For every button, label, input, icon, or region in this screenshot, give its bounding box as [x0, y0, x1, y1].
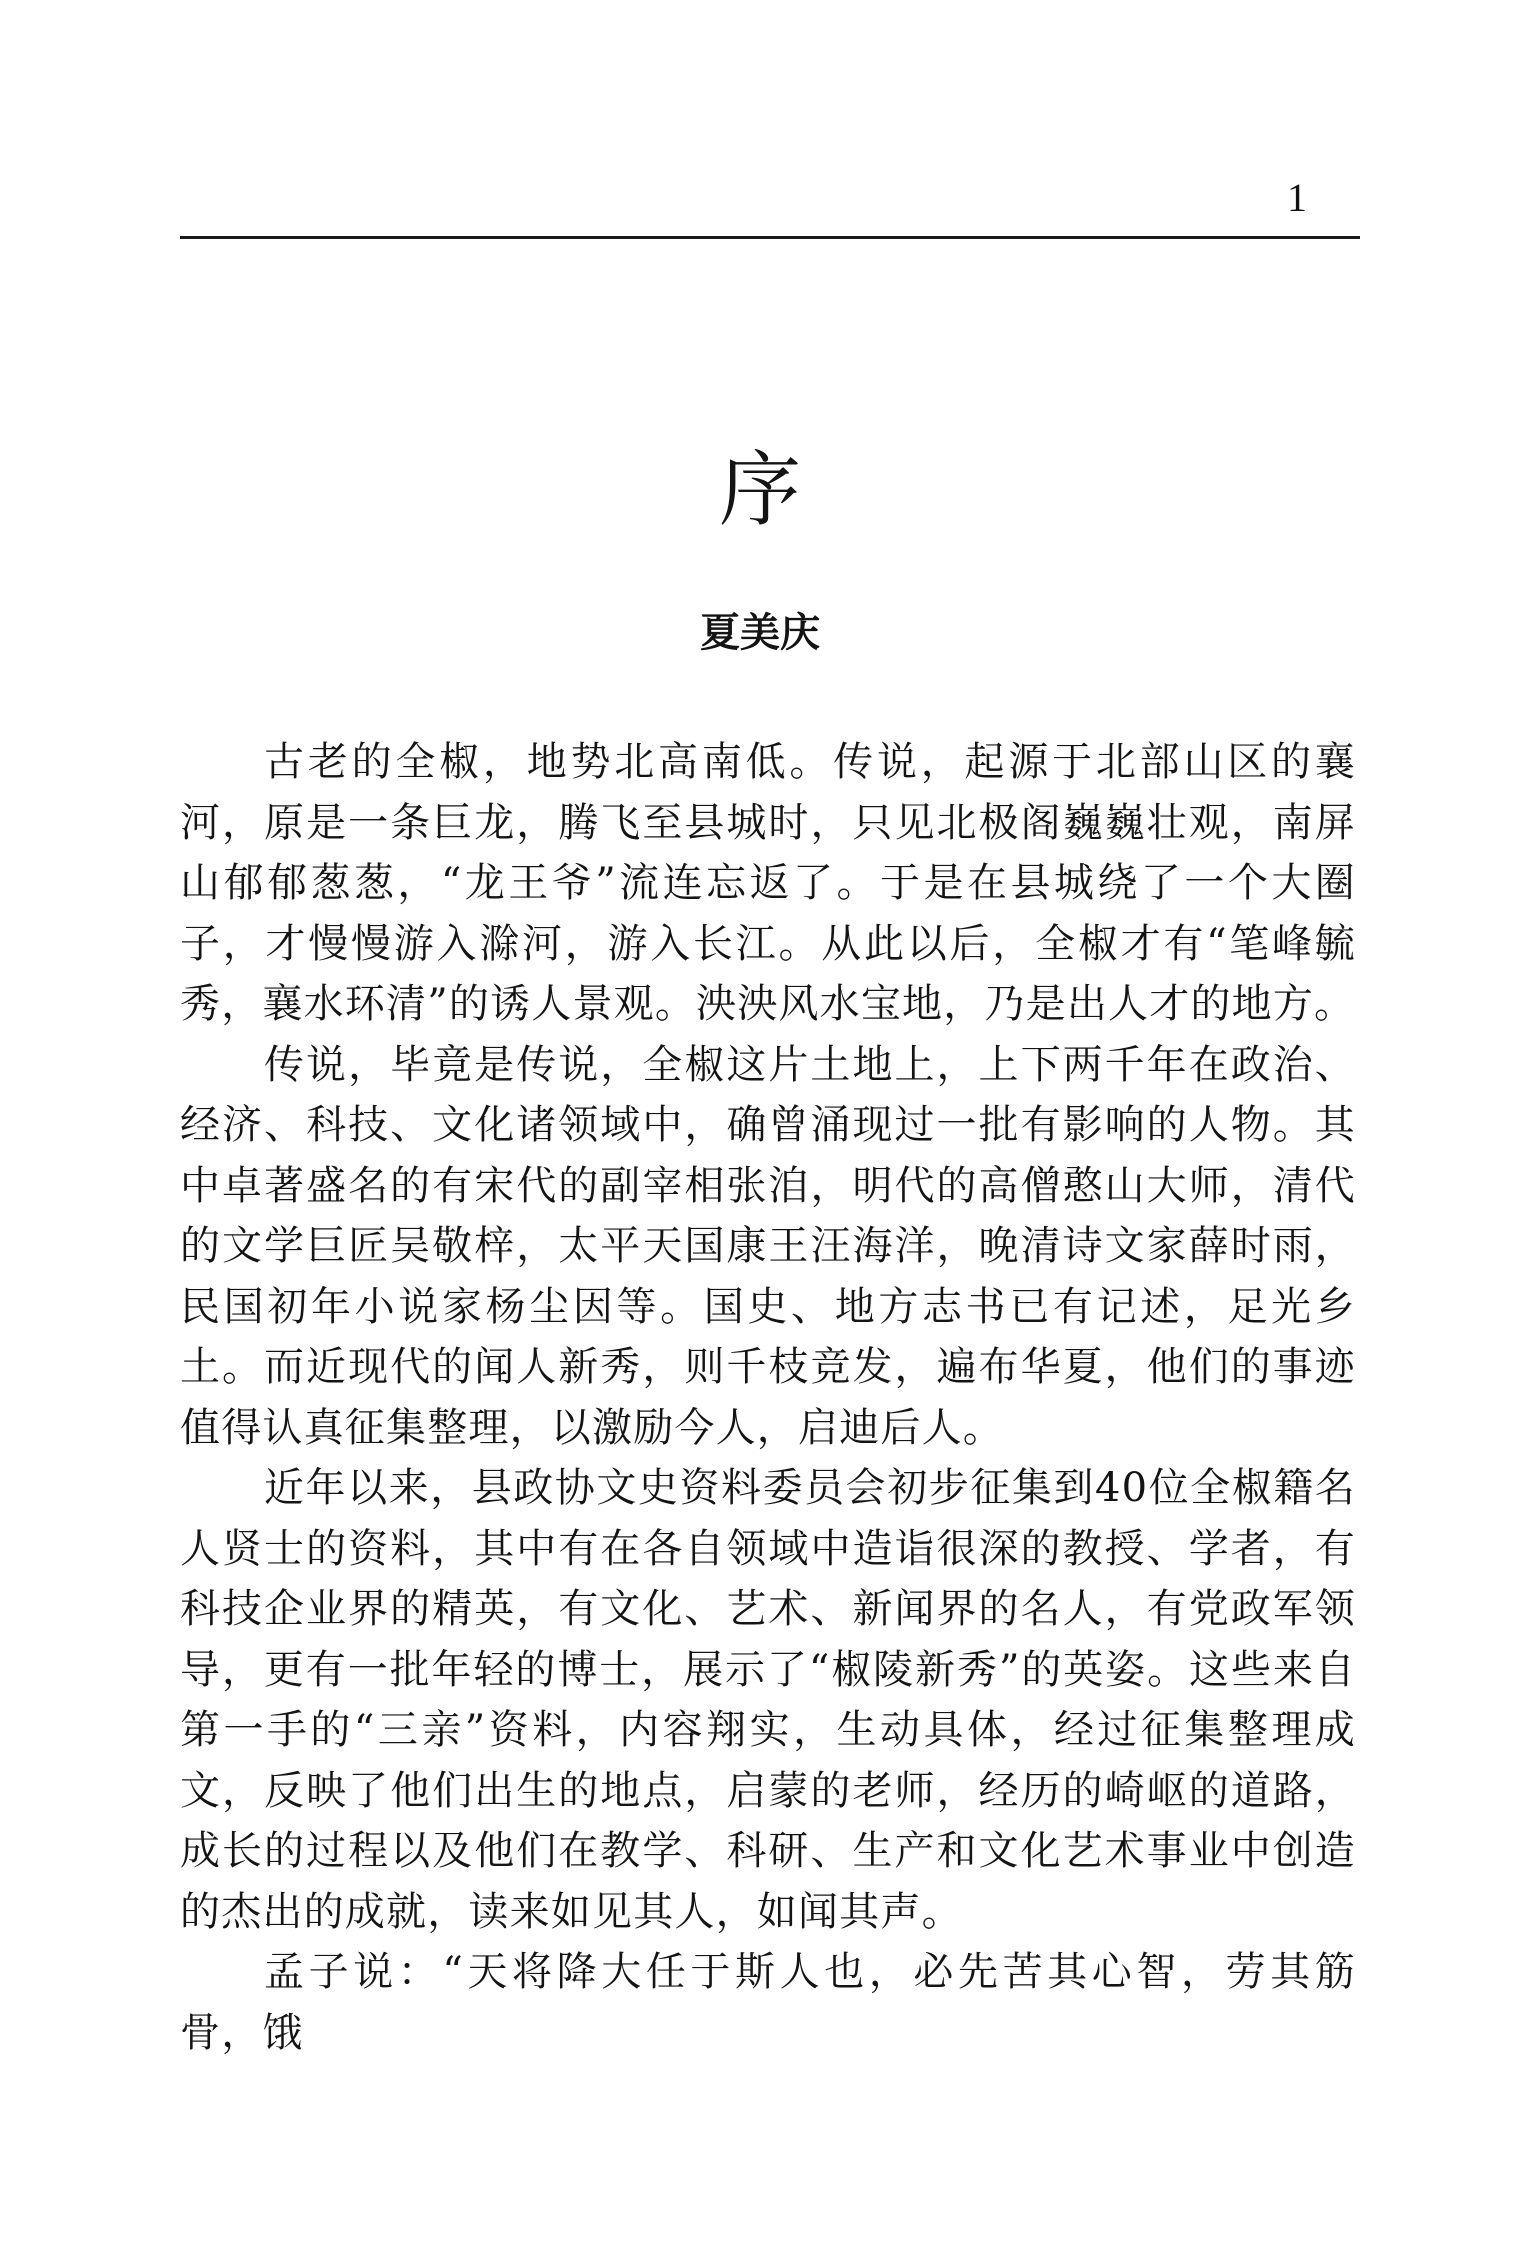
paragraph: 古老的全椒，地势北高南低。传说，起源于北部山区的襄河，原是一条巨龙，腾飞至县城时，只见北极阁巍巍壮观，南屏山郁郁葱葱，“龙王爷”流连忘返了。于是在县城绕了一个大圈子，才慢慢游入滁河，游入长江。从此以后，全椒才有“笔峰毓秀，襄水环清”的诱人景观。泱泱风水宝地，乃是出人才的地方。 — [180, 739, 1356, 1027]
body-text — [180, 732, 1356, 2063]
page-number: 1 — [1287, 175, 1307, 220]
page-title: 序 — [718, 442, 801, 538]
paragraph: 近年以来，县政协文史资料委员会初步征集到40位全椒籍名人贤士的资料，其中有在各自领域中造诣很深的教授、学者，有科技企业界的精英，有文化、艺术、新闻界的名人，有党政军领导，更有一批年轻的博士，展示了“椒陵新秀”的英姿。这些来自第一手的“三亲”资料，内容翔实，生动具体，经过征集整理成文，反映了他们出生的地点，启蒙的老师，经历的崎岖的道路，成长的过程以及他们在教学、科研、生产和文化艺术事业中创造的杰出的成就，读来如见其人，如闻其声。 — [180, 1465, 1356, 1935]
paragraph: 传说，毕竟是传说，全椒这片土地上，上下两千年在政治、经济、科技、文化诸领域中，确曾涌现过一批有影响的人物。其中卓著盛名的有宋代的副宰相张洎，明代的高僧憨山大师，清代的文学巨匠吴敬梓，太平天国康王汪海洋，晚清诗文家薛时雨，民国初年小说家杨尘因等。国史、地方志书已有记述，足光乡土。而近现代的闻人新秀，则千枝竞发，遍布华夏，他们的事迹值得认真征集整理，以激励今人，启迪后人。 — [180, 1041, 1356, 1451]
author-name: 夏美庆 — [700, 609, 820, 656]
header-rule — [180, 236, 1360, 239]
paragraph: 孟子说：“天将降大任于斯人也，必先苦其心智，劳其筋骨，饿 — [180, 1949, 1356, 2056]
